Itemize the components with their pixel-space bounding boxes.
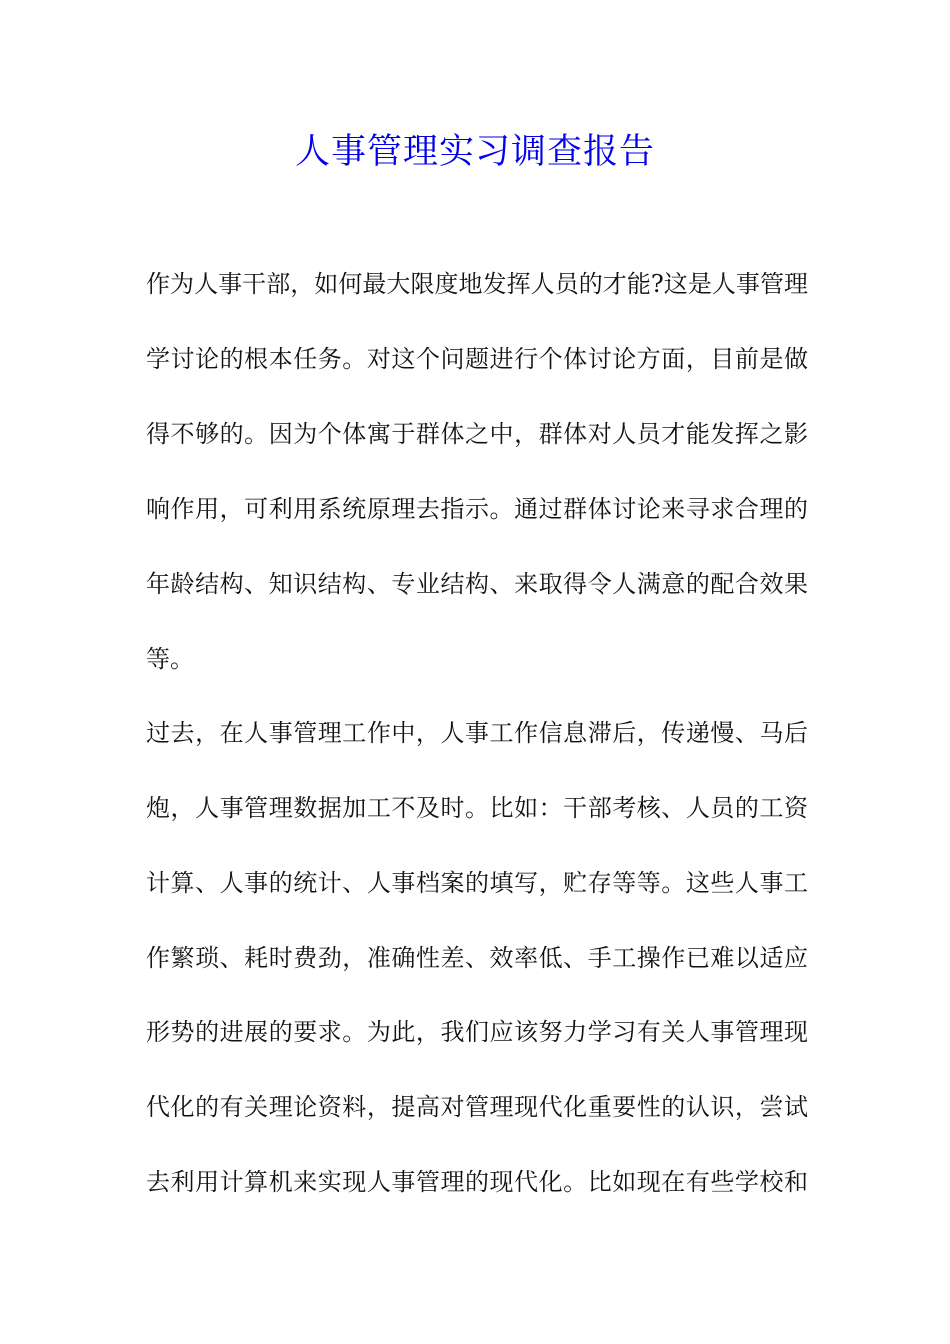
paragraph-line: 等。 xyxy=(146,645,194,673)
paragraph-line: 作繁琐、耗时费劲，准确性差、效率低、手工操作已难以适应 xyxy=(146,944,808,972)
document-title: 人事管理实习调查报告 xyxy=(294,132,655,172)
paragraph-line: 响作用，可利用系统原理去指示。通过群体讨论来寻求合理的 xyxy=(146,495,808,523)
paragraph-line: 计算、人事的统计、人事档案的填写，贮存等等。这些人事工 xyxy=(146,869,808,897)
paragraph-line: 形势的进展的要求。为此，我们应该努力学习有关人事管理现 xyxy=(146,1018,808,1046)
paragraph-line: 去利用计算机来实现人事管理的现代化。比如现在有些学校和 xyxy=(146,1168,808,1196)
paragraph-line: 代化的有关理论资料，提高对管理现代化重要性的认识，尝试 xyxy=(146,1093,808,1121)
paragraph-line: 炮，人事管理数据加工不及时。比如：干部考核、人员的工资 xyxy=(146,794,808,822)
paragraph-line: 学讨论的根本任务。对这个问题进行个体讨论方面，目前是做 xyxy=(146,345,808,373)
paragraph-line: 过去，在人事管理工作中，人事工作信息滞后，传递慢、马后 xyxy=(146,719,808,747)
paragraph-line: 得不够的。因为个体寓于群体之中，群体对人员才能发挥之影 xyxy=(146,420,808,448)
paragraph-line: 年龄结构、知识结构、专业结构、来取得令人满意的配合效果 xyxy=(146,570,808,598)
paragraph-line: 作为人事干部，如何最大限度地发挥人员的才能?这是人事管理 xyxy=(146,270,808,298)
